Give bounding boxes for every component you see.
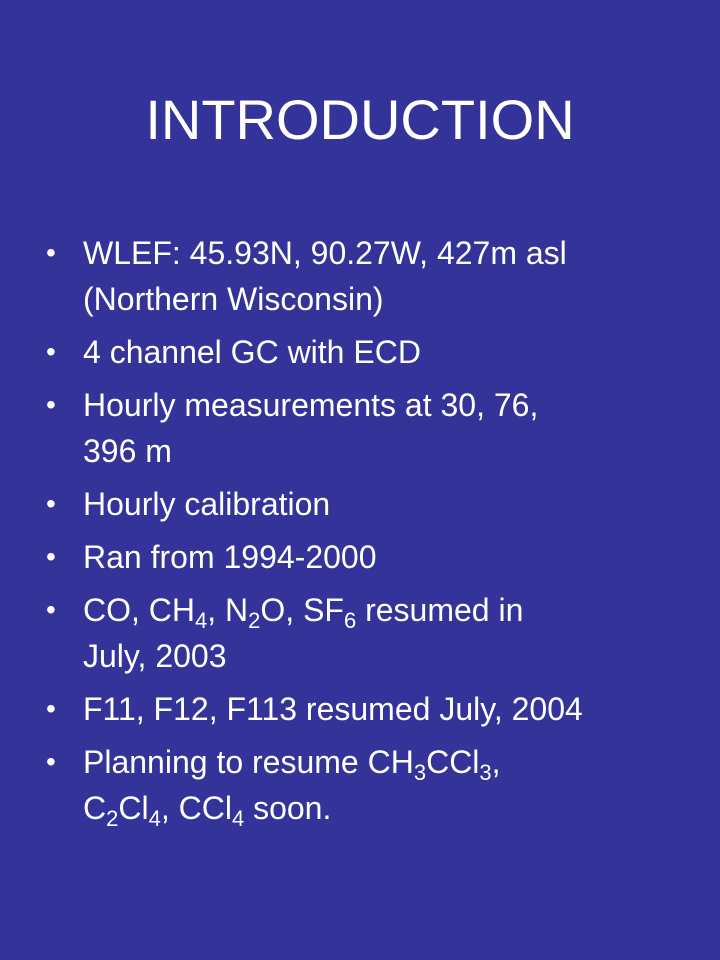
list-item	[46, 329, 706, 375]
list-item	[46, 739, 706, 831]
bullet-icon: •	[46, 693, 56, 724]
item-text-line2: 396 m	[83, 433, 172, 469]
bullet-icon: •	[46, 336, 56, 367]
item-text-line2: $C_2Cl_4$, CCl$_4$ soon.	[83, 790, 332, 831]
item-text-line2: (Northern Wisconsin)	[83, 281, 384, 317]
list-item	[46, 481, 706, 527]
item-text: Hourly calibration	[83, 486, 331, 522]
bullet-icon: •	[46, 389, 56, 420]
bullet-list	[46, 230, 706, 838]
item-text: 4 channel GC with ECD	[83, 334, 421, 370]
bullet-icon: •	[46, 488, 56, 519]
item-text: Ran from 1994-2000	[83, 539, 377, 575]
item-text: F11, F12, F113 resumed July, 2004	[83, 691, 583, 727]
item-text-line2: July, 2003	[83, 638, 227, 674]
bullet-icon: •	[46, 237, 56, 268]
item-text: WLEF: 45.93N, 90.27W, 427m asl	[83, 235, 567, 271]
bullet-icon: •	[46, 594, 56, 625]
list-item	[46, 382, 706, 474]
list-item	[46, 534, 706, 580]
item-text: Planning to resume $CH_3CCl_3$,	[83, 744, 501, 785]
slide-title: INTRODUCTION	[145, 88, 575, 151]
item-text: CO, $CH_4$, $N_2O$, $SF_6$ resumed in	[83, 592, 524, 633]
list-item	[46, 686, 706, 732]
bullet-icon: •	[46, 746, 56, 777]
item-text: Hourly measurements at 30, 76,	[83, 387, 539, 423]
list-item	[46, 230, 706, 322]
bullet-icon: •	[46, 541, 56, 572]
list-item	[46, 587, 706, 679]
